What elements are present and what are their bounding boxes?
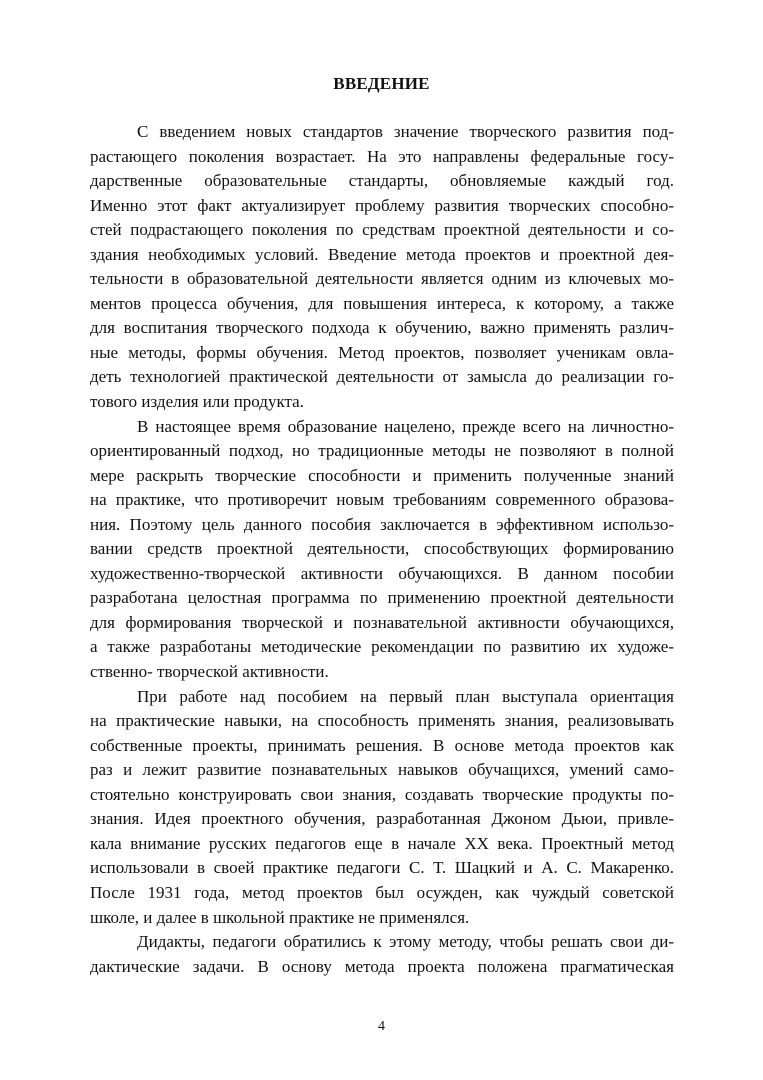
text-line: мере раскрыть творческие способности и применить полученные знаний [90, 465, 674, 485]
text-line: для формирования творческой и познавательной активности обучающихся, [90, 612, 674, 632]
text-line: После 1931 года, метод проектов был осужден, как чуждый советской [90, 882, 674, 902]
text-line: использовали в своей практике педагоги С. Т. Шацкий и А. С. Макаренко. [90, 858, 674, 878]
text-line: растающего поколения возрастает. На это направлены федеральные госу- [90, 146, 674, 166]
text-line: художественно-творческой активности обучающихся. В данном пособии [90, 563, 674, 583]
text-line: Дидакты, педагоги обратились к этому методу, чтобы решать свои ди- [137, 932, 674, 952]
text-line: ственно- творческой активности. [90, 662, 329, 682]
text-line: ния. Поэтому цель данного пособия заключается в эффективном использо- [90, 514, 674, 534]
text-line: здания необходимых условий. Введение метода проектов и проектной дея- [90, 244, 674, 264]
text-line: дарственные образовательные стандарты, обновляемые каждый год. [90, 171, 674, 191]
text-line: а также разработаны методические рекомендации по развитию их художе- [90, 637, 674, 657]
text-line: разработана целостная программа по применению проектной деятельности [90, 588, 674, 608]
page-number: 4 [378, 1019, 385, 1034]
text-line: знания. Идея проектного обучения, разработанная Джоном Дьюи, привле- [90, 809, 674, 829]
text-line: ментов процесса обучения, для повышения интереса, к которому, а также [90, 293, 674, 313]
text-line: для воспитания творческого подхода к обучению, важно применять различ- [90, 318, 674, 338]
text-line: раз и лежит развитие познавательных навыков обучащихся, умений само- [90, 760, 674, 780]
body-text [90, 120, 674, 979]
text-line: деть технологией практической деятельности от замысла до реализации го- [90, 367, 674, 387]
text-line: При работе над пособием на первый план выступала ориентация [137, 686, 674, 706]
text-line: тельности в образовательной деятельности является одним из ключевых мо- [90, 269, 674, 289]
text-line: стоятельно конструировать свои знания, создавать творческие продукты по- [90, 784, 674, 804]
text-line: собственные проекты, принимать решения. В основе метода проектов как [90, 735, 674, 755]
text-line: на практические навыки, на способность применять знания, реализовывать [90, 711, 674, 731]
text-line: В настоящее время образование нацелено, прежде всего на личностно- [137, 416, 674, 436]
text-line: ные методы, формы обучения. Метод проектов, позволяет ученикам овла- [90, 342, 674, 362]
text-line: дактические задачи. В основу метода проекта положена прагматическая [90, 956, 674, 976]
text-line: тового изделия или продукта. [90, 392, 304, 412]
text-line: кала внимание русских педагогов еще в начале XX века. Проектный метод [90, 833, 674, 853]
text-line: стей подрастающего поколения по средствам проектной деятельности и со- [90, 220, 674, 240]
page-title: ВВЕДЕНИЕ [333, 74, 430, 93]
text-line: ориентированный подход, но традиционные методы не позволяют в полной [90, 441, 674, 461]
text-line: Именно этот факт актуализирует проблему развития творческих способно- [90, 195, 674, 215]
text-line: на практике, что противоречит новым требованиям современного образова- [90, 490, 674, 510]
text-line: школе, и далее в школьной практике не применялся. [90, 907, 470, 927]
text-line: С введением новых стандартов значение творческого развития под- [137, 122, 674, 141]
text-line: вании средств проектной деятельности, способствующих формированию [90, 539, 674, 559]
